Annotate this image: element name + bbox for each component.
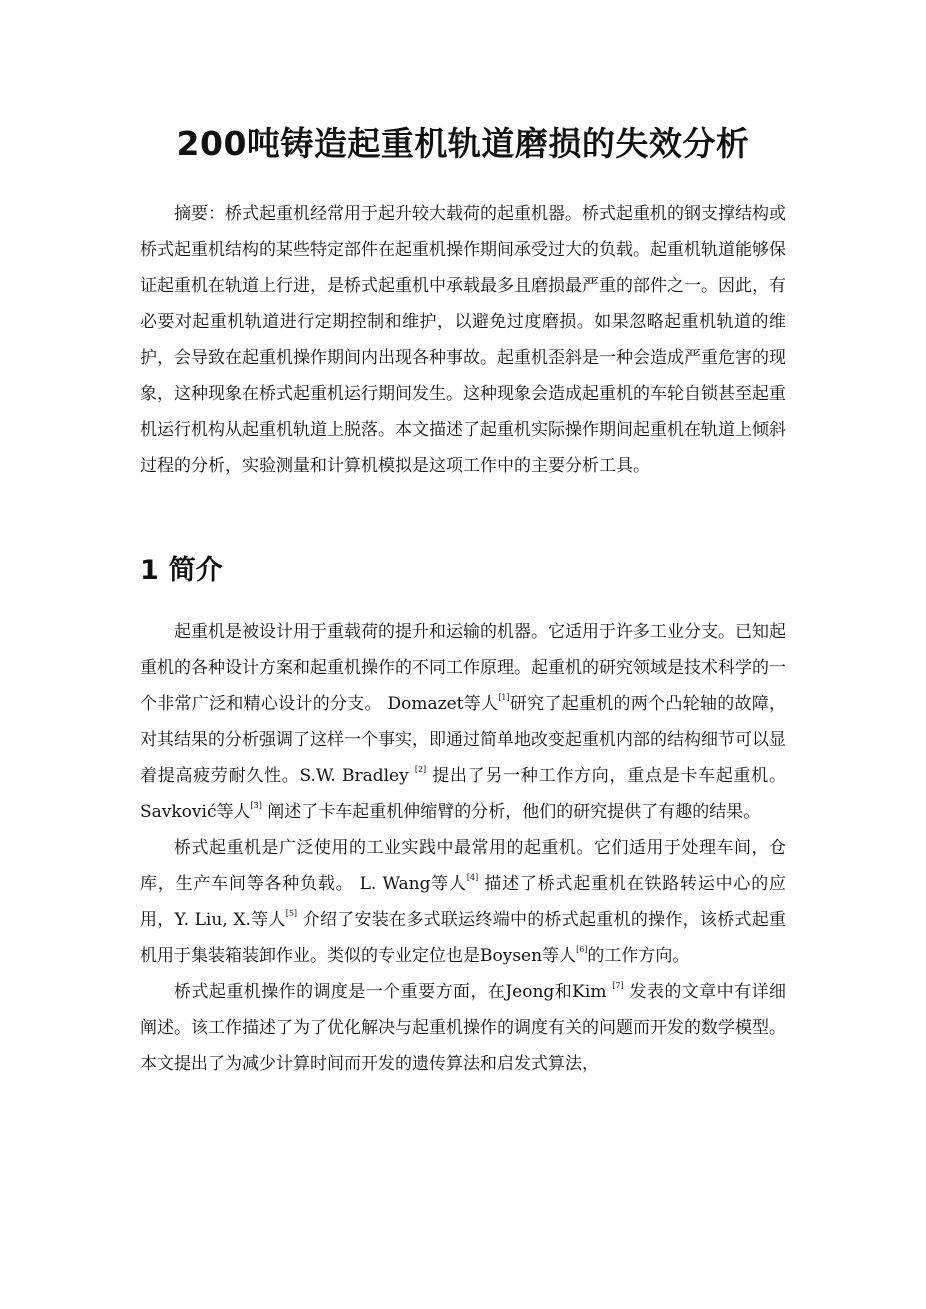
section-title: 简介 [168,555,223,586]
text-run: 桥式起重机操作的调度是一个重要方面，在Jeong和Kim [174,982,613,1002]
abstract-paragraph: 摘要：桥式起重机经常用于起升较大载荷的起重机器。桥式起重机的钢支撑结构或桥式起重机结构的某些特定部件在起重机操作期间承受过大的负载。起重机轨道能够保证起重机在轨道上行进，是桥式起重机中承载最多且磨损最严重的部件之一。因此，有必要对起重机轨道进行定期控制和维护，以避免过度磨损。如果忽略起重机轨道的维护，会导致在起重机操作期间内出现各种事故。起重机歪斜是一种会造成严重危害的现象，这种现象在桥式起重机运行期间发生。这种现象会造成起重机的车轮自锁甚至起重机运行机构从起重机轨道上脱落。本文描述了起重机实际操作期间起重机在轨道上倾斜过程的分析，实验测量和计算机模拟是这项工作中的主要分析工具。 [140,204,786,476]
text-run: 研究了起重机的两个凸轮轴的故障，对其结果的分析强调了这样一个事实，即通过简单地改变起重机内部的结构细节可以显着提高疲劳耐久性。S.W. Bradley [140,694,787,786]
abstract-block [140,196,786,484]
paragraph [140,614,786,830]
text-run: 发表的文章中有详细阐述。该工作描述了为了优化解决与起重机操作的调度有关的问题而开发的数学模型。本文提出了为减少计算时间而开发的遗传算法和启发式算法， [140,982,787,1074]
text-run: 的工作方向。 [587,946,690,966]
section-heading [140,548,223,587]
text-run: 提出了另一种工作方向，重点是卡车起重机。 Savković等人 [140,766,786,822]
citation-marker: [3] [250,801,262,810]
paragraph [140,830,786,974]
citation-marker: [2] [414,765,427,774]
text-run: 介绍了安装在多式联运终端中的桥式起重机的操作，该桥式起重机用于集装箱装卸作业。类似的专业定位也是Boysen等人 [140,910,787,966]
citation-marker: [4] [466,873,479,882]
section-body [140,614,786,1082]
section-number: 1 [140,555,159,586]
citation-marker: [6] [576,945,588,954]
paragraph [140,974,786,1082]
citation-marker: [5] [285,909,298,918]
citation-marker: [1] [498,693,510,702]
paper-title: 200吨铸造起重机轨道磨损的失效分析 [176,124,750,163]
text-run: 阐述了卡车起重机伸缩臂的分析，他们的研究提供了有趣的结果。 [261,802,761,822]
citation-marker: [7] [612,981,624,990]
text-run: 桥式起重机是广泛使用的工业实践中最常用的起重机。它们适用于处理车间，仓库，生产车间等各种负载。 L. Wang等人 [140,838,786,894]
text-run: 起重机是被设计用于重载荷的提升和运输的机器。它适用于许多工业分支。已知起重机的各种设计方案和起重机操作的不同工作原理。起重机的研究领域是技术科学的一个非常广泛和精心设计的分支。 Domazet等人 [140,622,786,714]
text-run: 描述了桥式起重机在铁路转运中心的应用，Y. Liu, X.等人 [140,874,786,930]
